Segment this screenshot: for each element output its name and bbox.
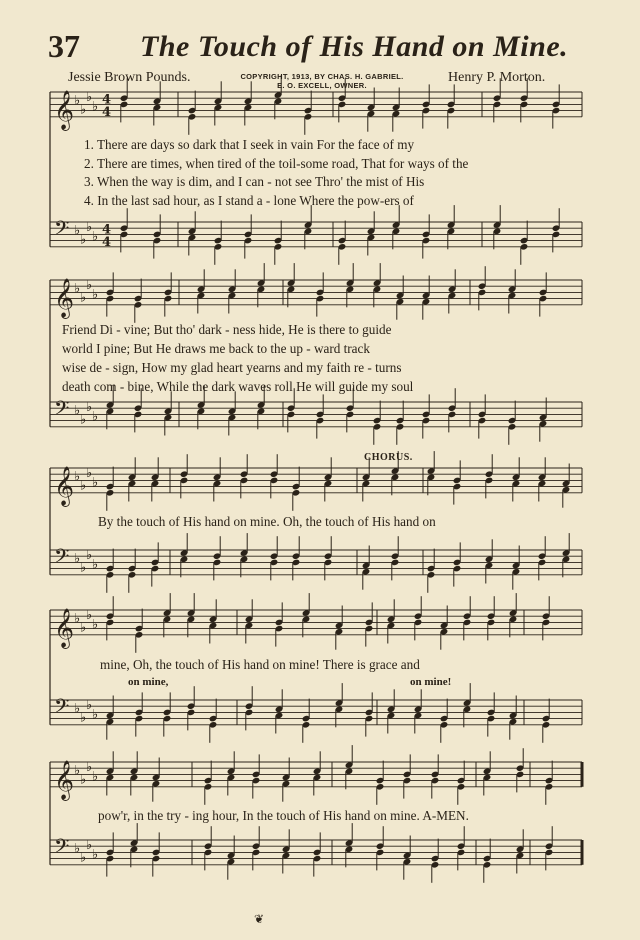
flat-icon: ♭ <box>92 287 99 303</box>
flat-icon: ♭ <box>74 93 81 109</box>
verse-4-line-1: 4. In the last sad hour, as I stand a - lone Where the pow-ers of <box>84 193 414 208</box>
chorus-line-1: By the touch of His hand on mine. Oh, the touch of His hand on <box>98 514 436 529</box>
chorus-line-2: mine, Oh, the touch of His hand on mine! There is grace and <box>100 657 420 672</box>
verse-2-line-2: world I pine; But He draws me back to the up - ward track <box>62 341 370 356</box>
flat-icon: ♭ <box>80 102 87 118</box>
flat-icon: ♭ <box>74 611 81 627</box>
flat-icon: ♭ <box>80 478 87 494</box>
flat-icon: ♭ <box>80 232 87 248</box>
flat-icon: ♭ <box>86 760 93 776</box>
flat-icon: ♭ <box>74 403 81 419</box>
flat-icon: ♭ <box>80 710 87 726</box>
flat-icon: ♭ <box>92 847 99 863</box>
flat-icon: ♭ <box>86 278 93 294</box>
flat-icon: ♭ <box>74 223 81 239</box>
bass-clef-icon: 𝄢 <box>54 834 70 863</box>
flat-icon: ♭ <box>92 409 99 425</box>
flat-icon: ♭ <box>86 400 93 416</box>
bass-clef-icon: 𝄢 <box>54 396 70 425</box>
bass-clef-icon: 𝄢 <box>54 216 70 245</box>
time-signature-top: 4 <box>102 92 112 108</box>
flat-icon: ♭ <box>86 838 93 854</box>
flat-icon: ♭ <box>92 769 99 785</box>
lyricist-credit: Jessie Brown Pounds. <box>68 70 191 85</box>
flat-icon: ♭ <box>92 475 99 491</box>
flat-icon: ♭ <box>80 560 87 576</box>
flat-icon: ♭ <box>86 466 93 482</box>
flat-icon: ♭ <box>92 99 99 115</box>
flat-icon: ♭ <box>80 412 87 428</box>
hymn-title: The Touch of His Hand on Mine. <box>140 30 569 63</box>
flat-icon: ♭ <box>74 469 81 485</box>
flat-icon: ♭ <box>74 551 81 567</box>
treble-clef-icon: 𝄞 <box>54 607 75 648</box>
treble-clef-icon: 𝄞 <box>54 465 75 506</box>
time-signature-bottom: 4 <box>102 104 112 120</box>
chorus-line-3: pow'r, in the try - ing hour, In the touch of His hand on mine. A-MEN. <box>98 808 469 823</box>
flat-icon: ♭ <box>86 608 93 624</box>
flat-icon: ♭ <box>74 281 81 297</box>
bass-clef-icon: 𝄢 <box>54 694 70 723</box>
flat-icon: ♭ <box>80 620 87 636</box>
echo-lyric-2: on mine! <box>410 676 452 688</box>
flat-icon: ♭ <box>92 557 99 573</box>
copyright-line-1: COPYRIGHT, 1913, BY CHAS. H. GABRIEL. <box>240 72 404 81</box>
flat-icon: ♭ <box>92 617 99 633</box>
time-signature-bottom: 4 <box>102 234 112 250</box>
flat-icon: ♭ <box>74 841 81 857</box>
treble-clef-icon: 𝄞 <box>54 89 75 130</box>
echo-lyric-1: on mine, <box>128 676 169 688</box>
verse-3-line-2: wise de - sign, How my glad heart yearns and my faith re - turns <box>62 360 402 375</box>
ornament-icon: ❦ <box>254 912 265 926</box>
treble-clef-icon: 𝄞 <box>54 277 75 318</box>
verse-3-line-1: 3. When the way is dim, and I can - not see Thro' the mist of His <box>84 174 425 189</box>
flat-icon: ♭ <box>80 290 87 306</box>
flat-icon: ♭ <box>92 707 99 723</box>
flat-icon: ♭ <box>74 701 81 717</box>
composer-credit: Henry P. Morton. <box>448 70 546 85</box>
flat-icon: ♭ <box>80 772 87 788</box>
hymn-number: 37 <box>48 28 80 64</box>
flat-icon: ♭ <box>80 850 87 866</box>
flat-icon: ♭ <box>86 698 93 714</box>
time-signature-top: 4 <box>102 222 112 238</box>
verse-1-line-2: Friend Di - vine; But tho' dark - ness hide, He is there to guide <box>62 322 392 337</box>
verse-4-line-2: death com - bine, While the dark waves roll He will guide my soul <box>62 379 414 394</box>
flat-icon: ♭ <box>86 220 93 236</box>
flat-icon: ♭ <box>92 229 99 245</box>
verse-2-line-1: 2. There are times, when tired of the toil-some road, That for ways of the <box>84 156 469 171</box>
flat-icon: ♭ <box>86 90 93 106</box>
flat-icon: ♭ <box>86 548 93 564</box>
copyright-line-2: E. O. EXCELL, OWNER. <box>277 81 367 90</box>
bass-clef-icon: 𝄢 <box>54 544 70 573</box>
chorus-label: CHORUS. <box>364 452 413 463</box>
treble-clef-icon: 𝄞 <box>54 759 75 800</box>
verse-1-line-1: 1. There are days so dark that I seek in vain For the face of my <box>84 137 415 152</box>
flat-icon: ♭ <box>74 763 81 779</box>
